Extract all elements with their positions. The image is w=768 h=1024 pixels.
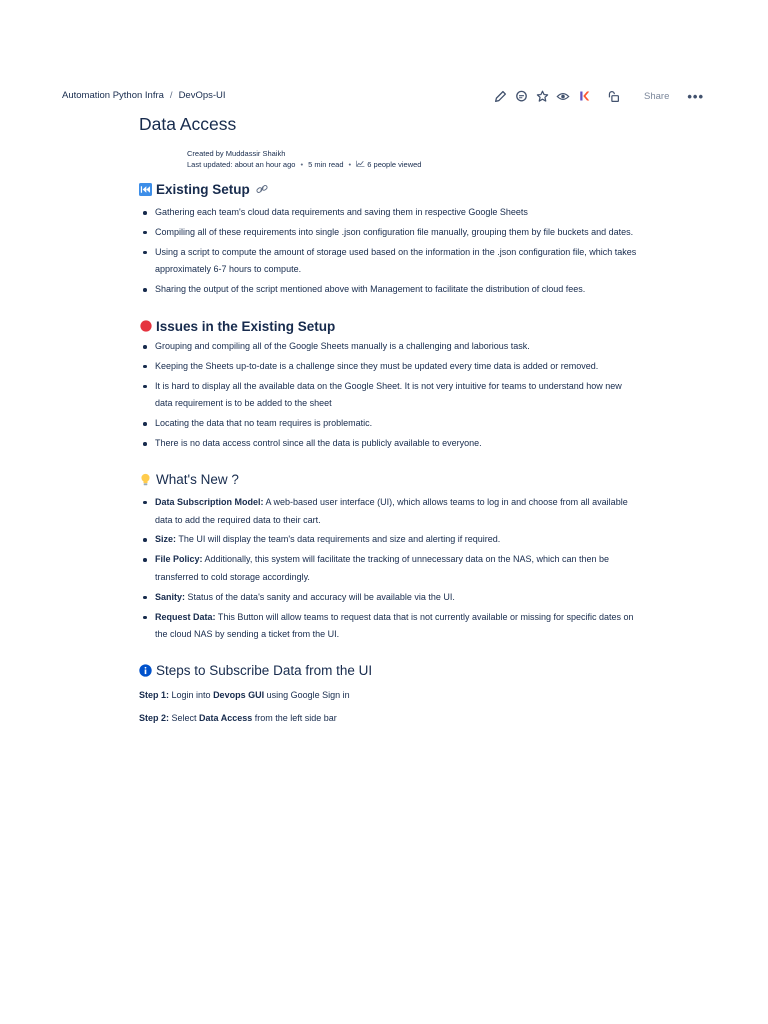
steps-heading bbox=[139, 663, 639, 678]
read-time: 5 min read bbox=[308, 160, 344, 169]
views-count[interactable]: 6 people viewed bbox=[367, 160, 422, 169]
page-byline bbox=[187, 148, 421, 170]
whats-new-list bbox=[139, 494, 639, 644]
list-item: Using a script to compute the amount of storage used based on the information in the .json configuration file, which takes approximately 6-7 hours to compute. bbox=[155, 244, 639, 280]
last-updated-label: Last updated: bbox=[187, 160, 233, 169]
star-icon[interactable] bbox=[534, 88, 550, 104]
existing-setup-list bbox=[139, 204, 639, 299]
list-item: Data Subscription Model: A web-based user interface (UI), which allows teams to log in and choose from all available data to add the required data to their cart. bbox=[155, 494, 639, 530]
comment-icon[interactable] bbox=[513, 88, 529, 104]
page-content bbox=[139, 182, 639, 725]
breadcrumb-space-link[interactable]: Automation Python Infra bbox=[62, 90, 164, 101]
restrictions-lock-icon[interactable] bbox=[605, 88, 621, 104]
analytics-icon bbox=[356, 160, 365, 169]
issues-heading bbox=[139, 319, 639, 334]
list-item: Size: The UI will display the team's data requirements and size and alerting if required. bbox=[155, 531, 639, 549]
breadcrumb bbox=[62, 90, 226, 101]
list-item: Keeping the Sheets up-to-date is a challenge since they must be updated every time data is added or removed. bbox=[155, 358, 639, 376]
list-item: Gathering each team's cloud data requirements and saving them in respective Google Sheets bbox=[155, 204, 639, 222]
list-item: Sharing the output of the script mentioned above with Management to facilitate the distribution of cloud fees. bbox=[155, 281, 639, 299]
list-item: Request Data: This Button will allow teams to request data that is not currently available or missing for specific dates on the cloud NAS by sending a ticket from the UI. bbox=[155, 609, 639, 645]
list-item: Locating the data that no team requires is problematic. bbox=[155, 415, 639, 433]
whats-new-title: What's New ? bbox=[156, 471, 239, 487]
list-item: Grouping and compiling all of the Google Sheets manually is a challenging and laborious task. bbox=[155, 338, 639, 356]
page-title: Data Access bbox=[139, 114, 237, 134]
app-logo-icon[interactable] bbox=[576, 88, 592, 104]
issues-title: Issues in the Existing Setup bbox=[156, 318, 336, 334]
list-item: File Policy: Additionally, this system will facilitate the tracking of unnecessary data on the NAS, which can then be transferred to cold storage accordingly. bbox=[155, 551, 639, 587]
breadcrumb-separator: / bbox=[169, 90, 173, 101]
top-bar bbox=[0, 84, 768, 108]
light-bulb-icon bbox=[139, 473, 152, 486]
info-icon bbox=[139, 664, 152, 677]
step-1: Step 1: Login into Devops GUI using Google Sign in bbox=[139, 690, 350, 701]
share-button[interactable]: Share bbox=[644, 90, 670, 102]
rewind-emoji-icon bbox=[139, 183, 152, 196]
red-circle-icon bbox=[139, 320, 152, 333]
steps-title: Steps to Subscribe Data from the UI bbox=[156, 663, 373, 679]
existing-setup-heading bbox=[139, 182, 639, 197]
list-item: Sanity: Status of the data's sanity and accuracy will be available via the UI. bbox=[155, 589, 639, 607]
watch-eye-icon[interactable] bbox=[555, 88, 571, 104]
breadcrumb-page-link[interactable]: DevOps-UI bbox=[178, 90, 226, 101]
last-updated-value[interactable]: about an hour ago bbox=[234, 160, 296, 169]
copy-link-icon[interactable] bbox=[256, 182, 268, 197]
list-item: There is no data access control since all the data is publicly available to everyone. bbox=[155, 435, 639, 453]
list-item: It is hard to display all the available data on the Google Sheet. It is not very intuitive for teams to understand how new data requirement is to be added to the sheet bbox=[155, 378, 639, 414]
page-meta: Last updated: about an hour ago • 5 min read • 6 people viewed bbox=[187, 160, 422, 169]
whats-new-heading bbox=[139, 472, 639, 487]
list-item: Compiling all of these requirements into single .json configuration file manually, grouping them by file buckets and dates. bbox=[155, 224, 639, 242]
more-actions-button[interactable]: ••• bbox=[687, 88, 705, 104]
edit-icon[interactable] bbox=[492, 88, 508, 104]
created-by: Created by Muddassir Shaikh bbox=[187, 149, 286, 158]
existing-setup-title: Existing Setup bbox=[156, 182, 250, 197]
page-actions bbox=[492, 86, 704, 106]
step-2: Step 2: Select Data Access from the left side bar bbox=[139, 713, 337, 724]
issues-list bbox=[139, 338, 639, 453]
